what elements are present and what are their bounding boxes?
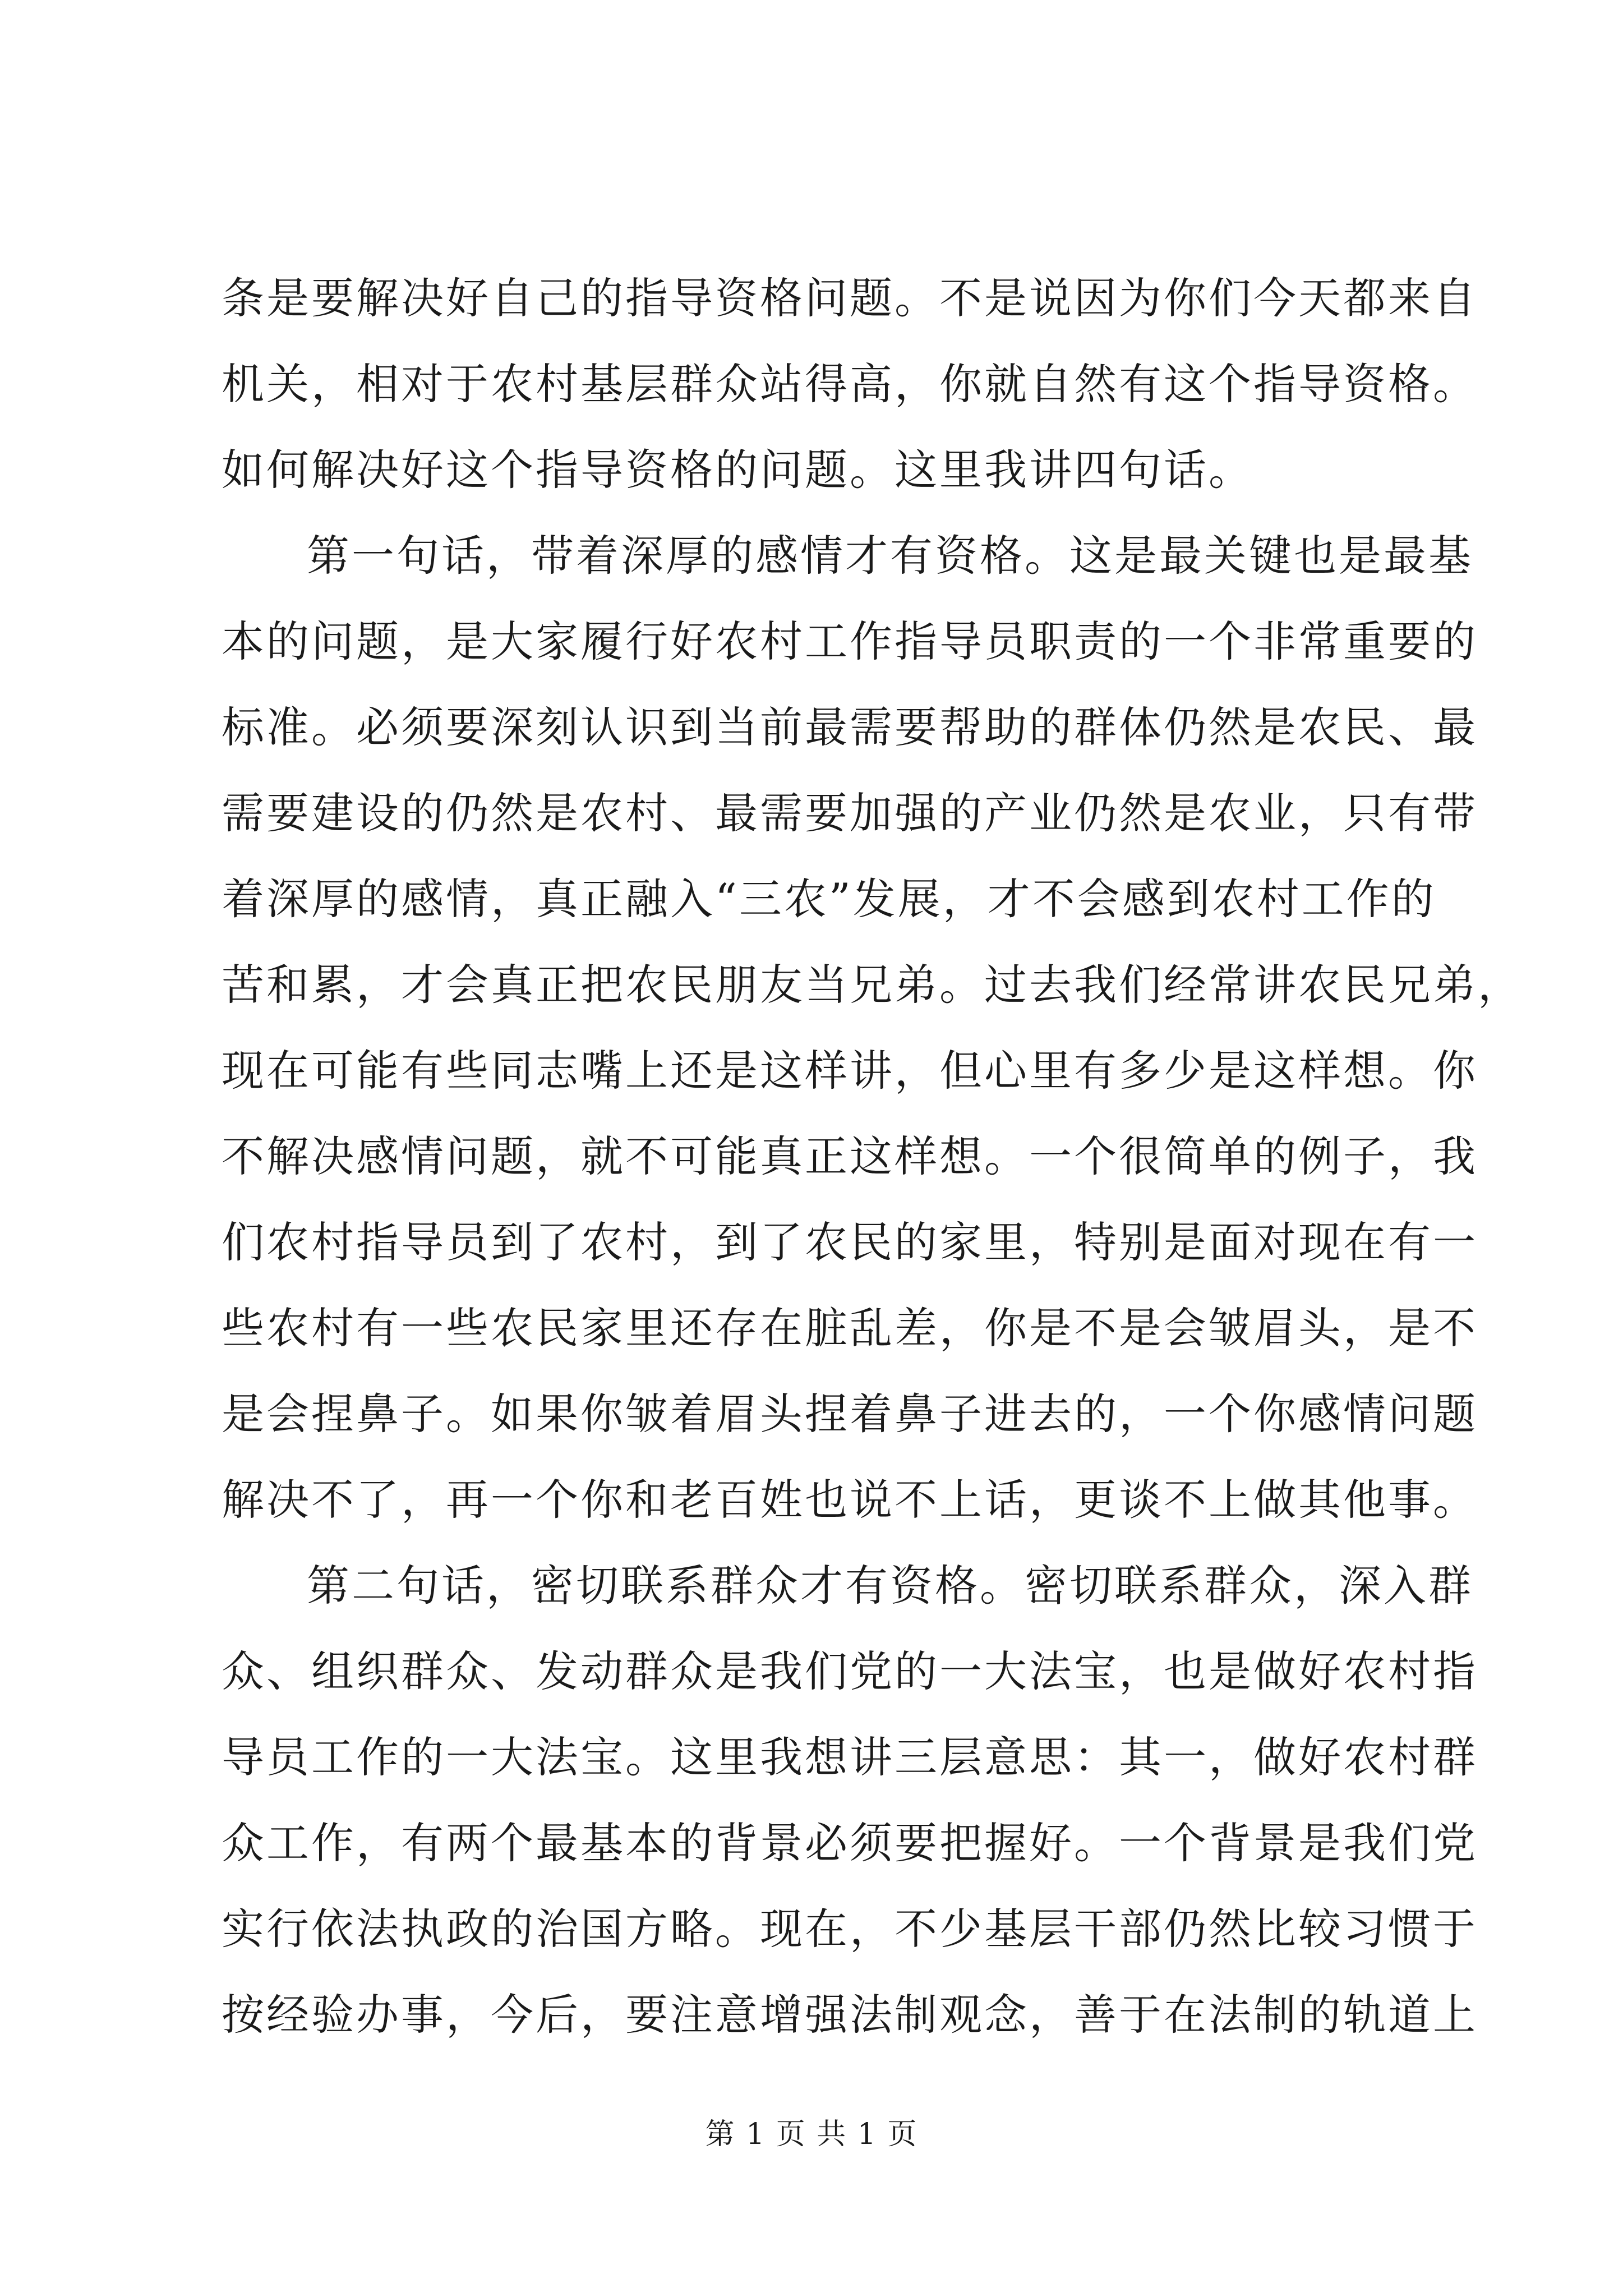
page-number-footer: 第 1 页 共 1 页 xyxy=(705,2118,918,2151)
document-body xyxy=(222,255,1523,2058)
text-line: 些农村有一些农民家里还存在脏乱差，你是不是会皱眉头，是不 xyxy=(222,1303,1478,1353)
text-line: 众工作，有两个最基本的背景必须要把握好。一个背景是我们党 xyxy=(222,1818,1478,1868)
text-line: 条是要解决好自己的指导资格问题。不是说因为你们今天都来自 xyxy=(222,273,1478,323)
text-line: 导员工作的一大法宝。这里我想讲三层意思：其一，做好农村群 xyxy=(222,1732,1478,1782)
text-line: 按经验办事，今后，要注意增强法制观念，善于在法制的轨道上 xyxy=(222,1990,1478,2040)
text-line: 如何解决好这个指导资格的问题。这里我讲四句话。 xyxy=(222,445,1253,495)
text-line: 机关，相对于农村基层群众站得高，你就自然有这个指导资格。 xyxy=(222,359,1478,409)
text-line: 实行依法执政的治国方略。现在，不少基层干部仍然比较习惯于 xyxy=(222,1904,1478,1954)
text-line: 是会捏鼻子。如果你皱着眉头捏着鼻子进去的，一个你感情问题 xyxy=(222,1389,1478,1439)
text-line: 着深厚的感情，真正融入“三农”发展，才不会感到农村工作的 xyxy=(222,874,1436,924)
text-line: 标准。必须要深刻认识到当前最需要帮助的群体仍然是农民、最 xyxy=(222,702,1478,752)
text-line: 众、组织群众、发动群众是我们党的一大法宝，也是做好农村指 xyxy=(222,1646,1478,1696)
paragraph-first-line: 第一句话，带着深厚的感情才有资格。这是最关键也是最基 xyxy=(307,531,1473,581)
paragraph-first-line: 第二句话，密切联系群众才有资格。密切联系群众，深入群 xyxy=(307,1561,1473,1611)
text-line: 需要建设的仍然是农村、最需要加强的产业仍然是农业，只有带 xyxy=(222,788,1478,838)
text-line: 们农村指导员到了农村，到了农民的家里，特别是面对现在有一 xyxy=(222,1217,1478,1267)
text-line: 解决不了，再一个你和老百姓也说不上话，更谈不上做其他事。 xyxy=(222,1475,1478,1525)
text-line: 现在可能有些同志嘴上还是这样讲，但心里有多少是这样想。你 xyxy=(222,1046,1478,1096)
text-line: 本的问题，是大家履行好农村工作指导员职责的一个非常重要的 xyxy=(222,616,1478,666)
text-line: 不解决感情问题，就不可能真正这样想。一个很简单的例子，我 xyxy=(222,1131,1478,1181)
text-line: 苦和累，才会真正把农民朋友当兄弟。过去我们经常讲农民兄弟， xyxy=(222,960,1523,1010)
